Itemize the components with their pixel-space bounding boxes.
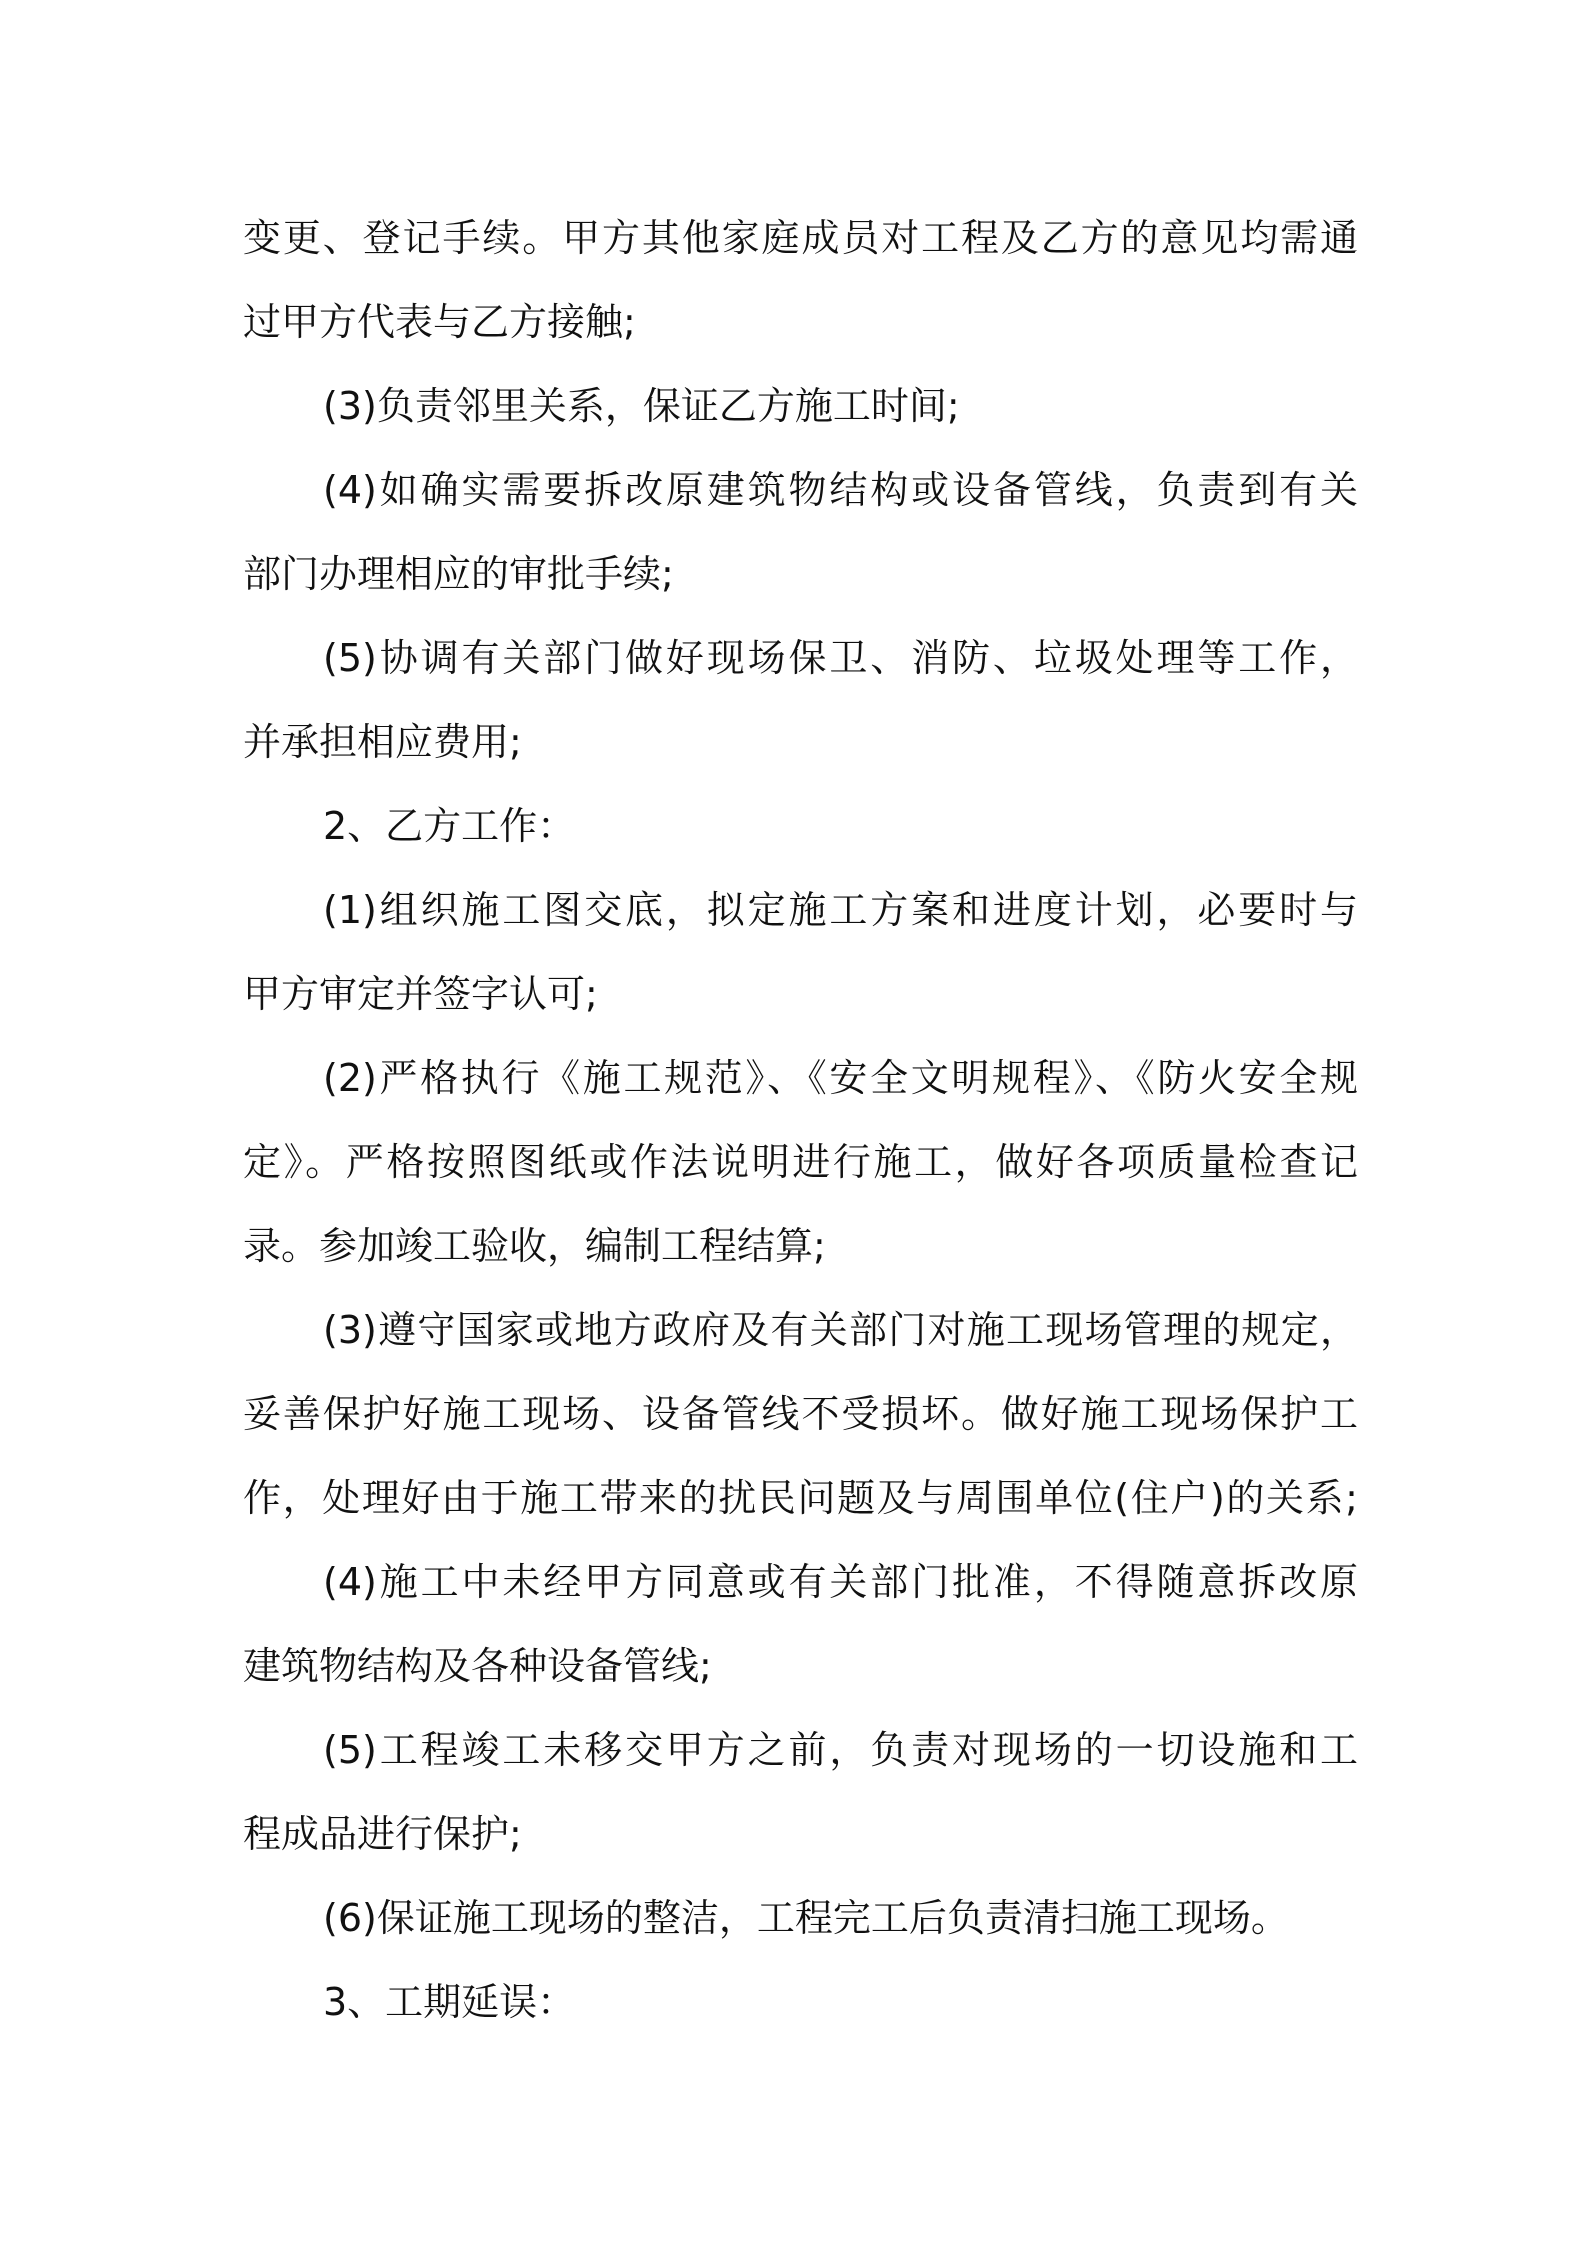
text-line: 建筑物结构及各种设备管线; xyxy=(243,1644,712,1688)
text-line: 甲方审定并签字认可; xyxy=(243,972,598,1016)
text-line: (5)工程竣工未移交甲方之前，负责对现场的一切设施和工 xyxy=(323,1728,1358,1772)
text-line: (4)施工中未经甲方同意或有关部门批准，不得随意拆改原 xyxy=(323,1560,1358,1604)
text-line: (6)保证施工现场的整洁，工程完工后负责清扫施工现场。 xyxy=(323,1896,1289,1940)
section-heading: 3、工期延误： xyxy=(323,1980,576,2024)
text-line: 程成品进行保护; xyxy=(243,1812,522,1856)
text-line: (3)遵守国家或地方政府及有关部门对施工现场管理的规定， xyxy=(323,1308,1358,1352)
text-line: (3)负责邻里关系，保证乙方施工时间; xyxy=(323,384,960,428)
text-line: 变更、登记手续。甲方其他家庭成员对工程及乙方的意见均需通 xyxy=(243,216,1358,260)
document-body xyxy=(243,196,1358,2044)
text-line: 过甲方代表与乙方接触; xyxy=(243,300,636,344)
text-line: 妥善保护好施工现场、设备管线不受损坏。做好施工现场保护工 xyxy=(243,1392,1358,1436)
text-line: (1)组织施工图交底，拟定施工方案和进度计划，必要时与 xyxy=(323,888,1358,932)
text-line: 定》。严格按照图纸或作法说明进行施工，做好各项质量检查记 xyxy=(243,1140,1358,1184)
section-heading: 2、乙方工作： xyxy=(323,804,576,848)
text-line: (2)严格执行《施工规范》、《安全文明规程》、《防火安全规 xyxy=(323,1056,1358,1100)
text-line: 部门办理相应的审批手续; xyxy=(243,552,674,596)
text-line: 录。参加竣工验收，编制工程结算; xyxy=(243,1224,826,1268)
text-line: 并承担相应费用; xyxy=(243,720,522,764)
text-line: (5)协调有关部门做好现场保卫、消防、垃圾处理等工作， xyxy=(323,636,1358,680)
text-line: (4)如确实需要拆改原建筑物结构或设备管线，负责到有关 xyxy=(323,468,1358,512)
text-line: 作，处理好由于施工带来的扰民问题及与周围单位(住户)的关系; xyxy=(243,1476,1358,1520)
